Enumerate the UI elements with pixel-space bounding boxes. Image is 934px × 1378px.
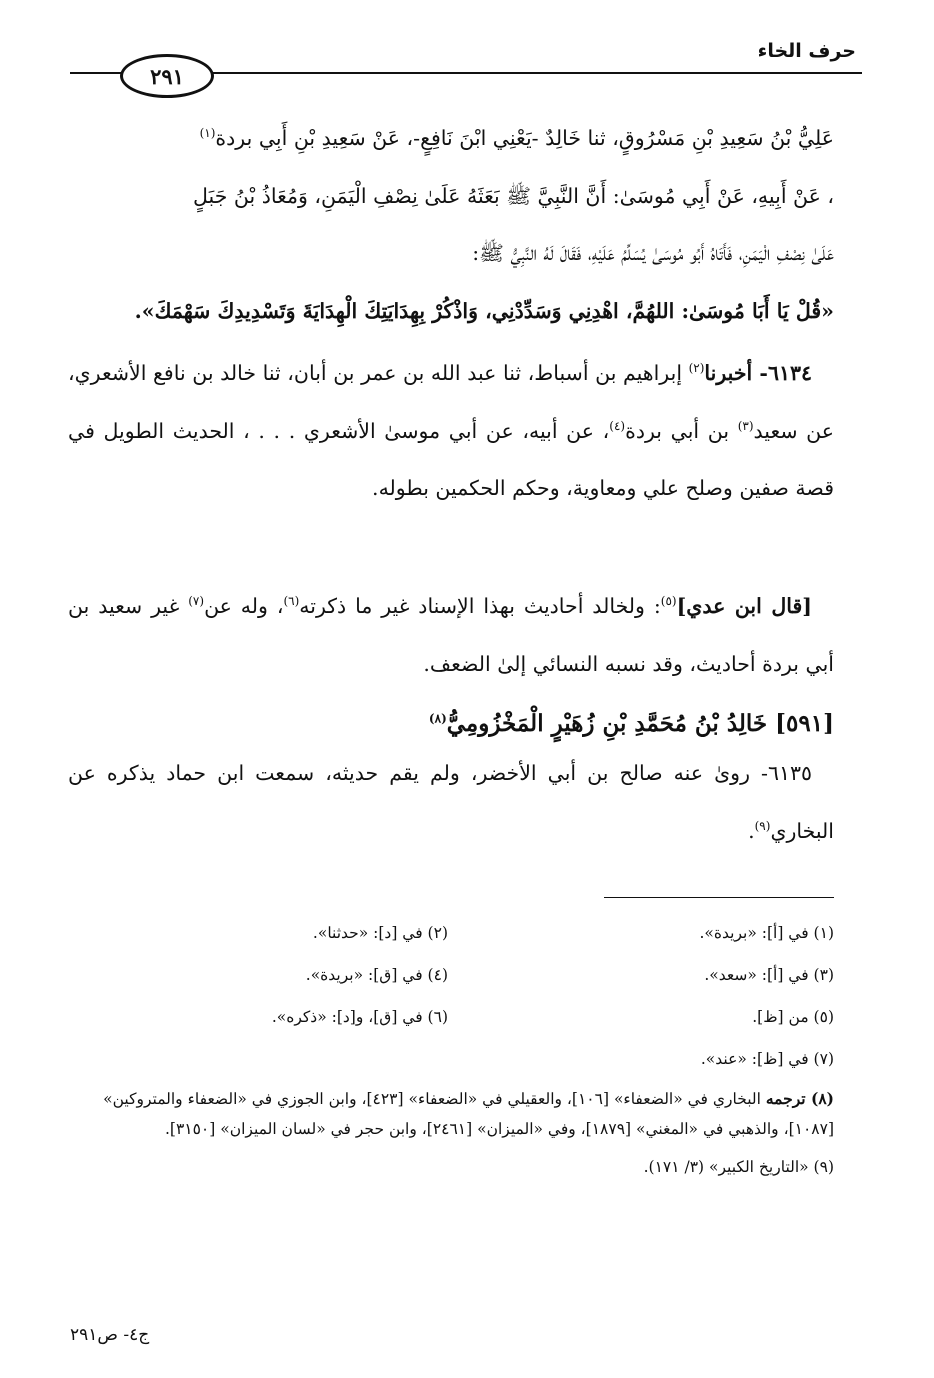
text-line: «قُلْ يَا أَبَا مُوسَىٰ: اللهُمَّ، اهْدِنِي وَسَدِّدْنِي، وَاذْكُرْ بِهِدَايَتِكَ الْهِدَايَةَ وَتَسْدِيدِكَ سَهْمَكَ». bbox=[134, 298, 834, 323]
footnote-row bbox=[62, 954, 834, 996]
footnote-ref[interactable]: (٩) bbox=[754, 818, 771, 833]
footnote-2: (٢) في [د]: «حدثنا». bbox=[312, 924, 448, 942]
footnote-label: (٨) ترجمه bbox=[765, 1089, 834, 1108]
entry-title: [٥٩١] خَالِدُ بْنُ مُحَمَّدِ بْنِ زُهَيْرٍ الْمَخْزُومِيُّ bbox=[446, 710, 834, 737]
hadith-6133-continuation bbox=[68, 110, 834, 340]
footnote-ref[interactable]: (٧) bbox=[188, 594, 205, 609]
footnote-row bbox=[62, 1038, 834, 1080]
footnote-ref[interactable]: (٣) bbox=[737, 418, 754, 433]
footnote-8 bbox=[62, 1080, 834, 1148]
ibn-adi-remark bbox=[68, 578, 834, 693]
hadith-number: ٦١٣٤- أخبرنا bbox=[704, 361, 812, 385]
chapter-title: حرف الخاء bbox=[757, 40, 856, 62]
text-line bbox=[68, 110, 834, 168]
page-number-badge bbox=[120, 54, 214, 98]
text-line: ، عَنْ أَبِيهِ، عَنْ أَبِي مُوسَىٰ: أَنَّ النَّبِيَّ ﷺ بَعَثَهُ عَلَىٰ نِصْفِ الْيَمَنِ، وَمُعَاذُ بْنُ جَبَلٍ bbox=[193, 183, 834, 208]
text-span: عَلِيُّ بْنُ سَعِيدِ بْنِ مَسْرُوقٍ، ثنا خَالِدٌ -يَعْنِي ابْنَ نَافِعٍ-، عَنْ سَعِيدِ بْنِ أَبِي بردة bbox=[215, 126, 834, 150]
footnote-row bbox=[62, 996, 834, 1038]
remark-label: [قال ابن عدي] bbox=[676, 594, 812, 618]
footnote-ref[interactable]: (٢) bbox=[688, 361, 705, 376]
hadith-6134 bbox=[68, 345, 834, 518]
text-span: ، وله عن bbox=[204, 594, 284, 618]
paragraph bbox=[68, 578, 834, 693]
text-span: إبراهيم بن أسباط، ثنا عبد الله بن عمر بن أبان، ثنا خالد بن نافع الأشعري، عن سعيد bbox=[68, 361, 834, 443]
footnote-text: البخاري في «الضعفاء» [١٠٦]، والعقيلي في «الضعفاء» [٤٢٣]، وابن الجوزي في «الضعفاء والمتروكين» [١٠٨٧]، والذهبي في «المغني» [١٨٧٩]، وفي «الميزان» [٢٤٦١]، وابن حجر في «لسان الميزان» [٣١٥٠]. bbox=[103, 1090, 834, 1138]
footnote-separator bbox=[604, 897, 834, 898]
footnote-ref[interactable]: (٦) bbox=[283, 594, 300, 609]
text-span: : ولخالد أحاديث بهذا الإسناد غير ما ذكرته bbox=[299, 594, 661, 618]
page-number: ٢٩١ bbox=[150, 63, 184, 89]
footnote-3: (٣) في [أ]: «سعد». bbox=[704, 966, 834, 984]
footnote-1: (١) في [أ]: «بريدة». bbox=[699, 924, 834, 942]
footnote-ref[interactable]: (٨) bbox=[428, 711, 447, 726]
footnote-ref[interactable]: (٤) bbox=[609, 418, 626, 433]
text-span: غير سعيد بن أبي بردة أحاديث، وقد نسبه النسائي إلىٰ الضعف. bbox=[68, 594, 834, 676]
paragraph bbox=[68, 345, 834, 518]
footnote-9: (٩) «التاريخ الكبير» (٣/ ١٧١). bbox=[643, 1158, 834, 1176]
footnote-row bbox=[62, 912, 834, 954]
page-reference: ج٤- ص٢٩١ bbox=[70, 1325, 150, 1345]
text-span: ، عن أبيه، عن أبي موسىٰ الأشعري . . . ، الحديث الطويل في قصة صفين وصلح علي ومعاوية، وحكم الحكمين بطوله. bbox=[68, 418, 834, 500]
paragraph bbox=[68, 745, 834, 860]
period: . bbox=[748, 818, 755, 843]
text-line: عَلَىٰ نِصْفِ الْيَمَنِ، فَأَتَاهُ أَبُو مُوسَىٰ يُسَلِّمُ عَلَيْهِ، فَقَالَ لَهُ النَّبِيُّ ﷺ: bbox=[472, 241, 834, 265]
footnote-7: (٧) في [ظ]: «عند». bbox=[700, 1050, 834, 1068]
hadith-6135 bbox=[68, 745, 834, 860]
footnote-6: (٦) في [ق]، و[د]: «ذكره». bbox=[271, 1008, 448, 1026]
entry-heading bbox=[429, 710, 834, 737]
footnote-4: (٤) في [ق]: «بريدة». bbox=[305, 966, 448, 984]
text-span: بن أبي بردة bbox=[625, 418, 738, 443]
footnote-ref[interactable]: (٥) bbox=[660, 594, 677, 609]
footnotes bbox=[62, 912, 834, 1186]
footnote-5: (٥) من [ظ]. bbox=[752, 1008, 834, 1026]
footnote-ref[interactable]: (١) bbox=[199, 126, 216, 141]
text-span: ٦١٣٥- روىٰ عنه صالح بن أبي الأخضر، ولم يقم حديثه، سمعت ابن حماد يذكره عن البخاري bbox=[68, 761, 834, 843]
